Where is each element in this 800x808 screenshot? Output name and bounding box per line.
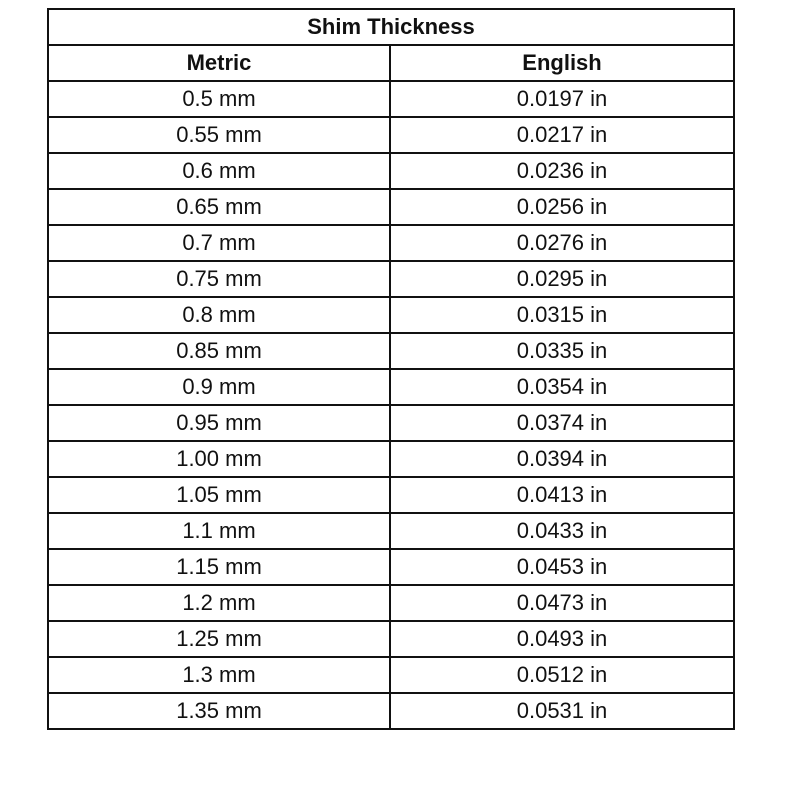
metric-cell: 1.05 mm xyxy=(48,477,390,513)
english-cell: 0.0433 in xyxy=(390,513,734,549)
metric-cell: 0.6 mm xyxy=(48,153,390,189)
table-row xyxy=(48,405,734,441)
english-cell: 0.0493 in xyxy=(390,621,734,657)
table-body xyxy=(48,81,734,729)
metric-cell: 1.00 mm xyxy=(48,441,390,477)
table-row xyxy=(48,585,734,621)
english-cell: 0.0217 in xyxy=(390,117,734,153)
column-header-english: English xyxy=(390,45,734,81)
table-header-row xyxy=(48,45,734,81)
metric-cell: 1.1 mm xyxy=(48,513,390,549)
english-cell: 0.0256 in xyxy=(390,189,734,225)
shim-thickness-table xyxy=(47,8,735,730)
table-row xyxy=(48,225,734,261)
english-cell: 0.0473 in xyxy=(390,585,734,621)
metric-cell: 0.85 mm xyxy=(48,333,390,369)
table-row xyxy=(48,369,734,405)
english-cell: 0.0354 in xyxy=(390,369,734,405)
metric-cell: 0.75 mm xyxy=(48,261,390,297)
table-row xyxy=(48,441,734,477)
table-row xyxy=(48,81,734,117)
english-cell: 0.0335 in xyxy=(390,333,734,369)
english-cell: 0.0295 in xyxy=(390,261,734,297)
english-cell: 0.0315 in xyxy=(390,297,734,333)
metric-cell: 1.15 mm xyxy=(48,549,390,585)
english-cell: 0.0276 in xyxy=(390,225,734,261)
table-row xyxy=(48,513,734,549)
english-cell: 0.0394 in xyxy=(390,441,734,477)
metric-cell: 1.2 mm xyxy=(48,585,390,621)
english-cell: 0.0512 in xyxy=(390,657,734,693)
metric-cell: 0.55 mm xyxy=(48,117,390,153)
english-cell: 0.0413 in xyxy=(390,477,734,513)
table-row xyxy=(48,333,734,369)
table-row xyxy=(48,117,734,153)
metric-cell: 0.8 mm xyxy=(48,297,390,333)
metric-cell: 0.5 mm xyxy=(48,81,390,117)
table-title: Shim Thickness xyxy=(48,9,734,45)
table-row xyxy=(48,189,734,225)
table-row xyxy=(48,261,734,297)
metric-cell: 0.9 mm xyxy=(48,369,390,405)
table-row xyxy=(48,297,734,333)
metric-cell: 0.95 mm xyxy=(48,405,390,441)
metric-cell: 1.25 mm xyxy=(48,621,390,657)
metric-cell: 1.3 mm xyxy=(48,657,390,693)
metric-cell: 0.7 mm xyxy=(48,225,390,261)
table-row xyxy=(48,657,734,693)
english-cell: 0.0453 in xyxy=(390,549,734,585)
table-row xyxy=(48,477,734,513)
metric-cell: 0.65 mm xyxy=(48,189,390,225)
table-row xyxy=(48,693,734,729)
table-row xyxy=(48,621,734,657)
metric-cell: 1.35 mm xyxy=(48,693,390,729)
english-cell: 0.0531 in xyxy=(390,693,734,729)
table-row xyxy=(48,549,734,585)
column-header-metric: Metric xyxy=(48,45,390,81)
table-row xyxy=(48,153,734,189)
english-cell: 0.0236 in xyxy=(390,153,734,189)
english-cell: 0.0197 in xyxy=(390,81,734,117)
english-cell: 0.0374 in xyxy=(390,405,734,441)
table-title-row xyxy=(48,9,734,45)
